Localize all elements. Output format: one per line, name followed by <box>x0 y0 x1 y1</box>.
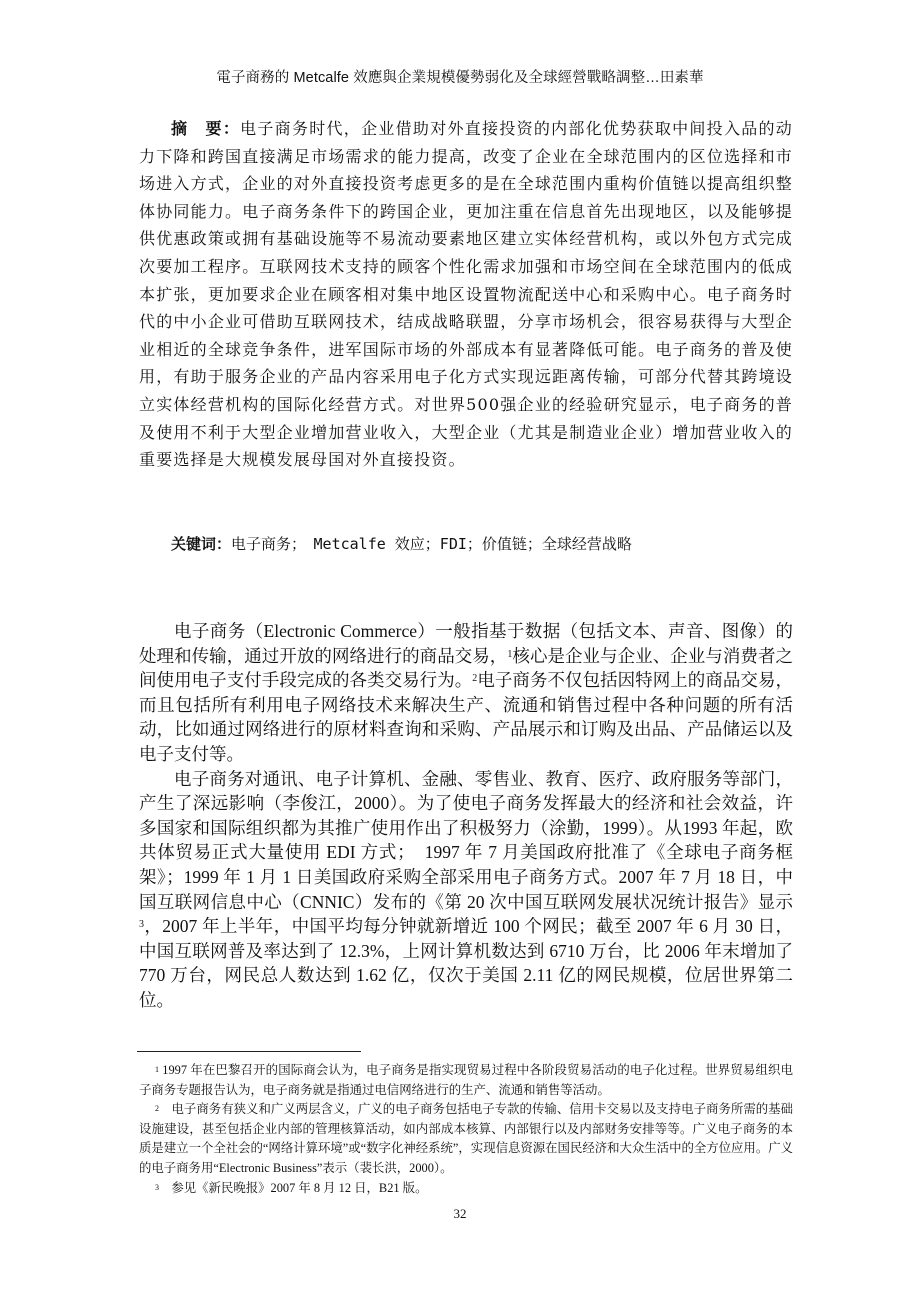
abstract-label: 摘 要： <box>171 119 241 138</box>
body-paragraph: 电子商务（Electronic Commerce）一般指基于数据（包括文本、声音、图像）的处理和传输，通过开放的网络进行的商品交易，$^1$核心是企业与企业、企业与消费者之间使用电子支付手段完成的各类交易行为。$^2$电子商务不仅包括因特网上的商品交易，而且包括所有利用电子网络技术来解决生产、流通和销售过程中各种问题的所有活动，比如通过网络进行的原材料查询和采购、产品展示和订购及出品、产品储运以及电子支付等。 <box>139 621 794 764</box>
footnote-divider <box>137 1051 361 1052</box>
footnote-2: $^2$ 电子商务有狭义和广义两层含义，广义的电子商务包括电子专款的传输、信用卡交易以及支持电子商务所需的基础设施建设，甚至包括企业内部的管理核算活动，如内部成本核算、内部银行以及内部财务安排等等。广义电子商务的本质是建立一个全社会的“网络计算环境”或“数字化神经系统”，实现信息资源在国民经济和大众生活中的全方位应用。广义的电子商务用“Electronic Business”表示（裴长洪，2000）。 <box>139 1102 793 1175</box>
footnote-ref[interactable]: 3 <box>139 919 144 931</box>
body-text <box>139 619 793 1013</box>
abstract <box>139 115 793 474</box>
footnote-1: $^1$ 1997 年在巴黎召开的国际商会认为，电子商务是指实现贸易过程中各阶段贸易活动的电子化过程。世界贸易组织电子商务专题报告认为，电子商务就是指通过电信网络进行的生产、流通和销售等活动。 <box>139 1063 793 1097</box>
running-header: 電子商務的 Metcalfe 效應與企業規模優勢弱化及全球經營戰略調整…田素華 <box>216 70 704 86</box>
keywords-label: 关键词： <box>171 535 232 553</box>
keywords-text: 电子商务； Metcalfe 效应；FDI；价值链；全球经营战略 <box>231 535 632 553</box>
keywords <box>171 532 825 556</box>
page-number: 32 <box>453 1206 467 1221</box>
footnote-ref[interactable]: 2 <box>472 673 478 685</box>
footnote-3: $^3$ 参见《新民晚报》2007 年 8 月 12 日，B21 版。 <box>155 1180 428 1195</box>
body-paragraph: 电子商务对通讯、电子计算机、金融、零售业、教育、医疗、政府服务等部门，产生了深远影响（李俊江，2000）。为了使电子商务发挥最大的经济和社会效益，许多国家和国际组织都为其推广使用作出了积极努力（涂勤，1999）。从1993 年起，欧共体贸易正式大量使用 EDI 方式； 1997 年 7 月美国政府批准了《全球电子商务框架》；1999 年 1 月 1 日美国政府采购全部采用电子商务方式。2007 年 7 月 18 日，中国互联网信息中心（CNNIC）发布的《第 20 次中国互联网发展状况统计报告》显示$^3$，2007 年上半年，中国平均每分钟就新增近 100 个网民；截至 2007 年 6 月 30 日，中国互联网普及率达到了 12.3%，上网计算机数达到 6710 万台，比 2006 年末增加了 770 万台，网民总人数达到 1.62 亿，仅次于美国 2.11 亿的网民规模，位居世界第二位。 <box>139 768 793 1010</box>
abstract-text: 电子商务时代，企业借助对外直接投资的内部化优势获取中间投入品的动力下降和跨国直接满足市场需求的能力提高，改变了企业在全球范围内的区位选择和市场进入方式，企业的对外直接投资考虑更多的是在全球范围内重构价值链以提高组织整体协同能力。电子商务条件下的跨国企业，更加注重在信息首先出现地区，以及能够提供优惠政策或拥有基础设施等不易流动要素地区建立实体经营机构，或以外包方式完成次要加工程序。互联网技术支持的顾客个性化需求加强和市场空间在全球范围内的低成本扩张，更加要求企业在顾客相对集中地区设置物流配送中心和采购中心。电子商务时代的中小企业可借助互联网技术，结成战略联盟，分享市场机会，很容易获得与大型企业相近的全球竞争条件，进军国际市场的外部成本有显著降低可能。电子商务的普及使用，有助于服务企业的产品内容采用电子化方式实现远距离传输，可部分代替其跨境设立实体经营机构的国际化经营方式。对世界500强企业的经验研究显示，电子商务的普及使用不利于大型企业增加营业收入，大型企业（尤其是制造业企业）增加营业收入的重要选择是大规模发展母国对外直接投资。 <box>139 119 793 470</box>
footnotes <box>139 1061 793 1198</box>
footnote-ref[interactable]: 1 <box>507 648 513 660</box>
